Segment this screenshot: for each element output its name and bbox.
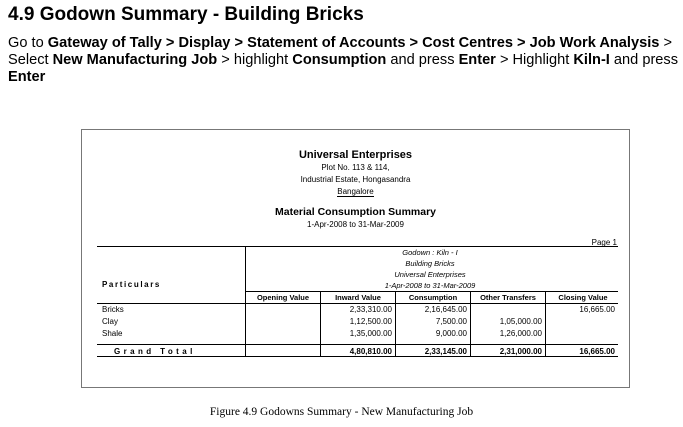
report-screenshot [81,129,630,388]
particulars-header: Particulars [102,280,161,289]
table-cell: 2,16,645.00 [424,305,467,314]
column-header-rule [97,303,618,304]
total-bottom-rule [97,356,618,357]
col-opening-value: Opening Value [256,293,310,302]
address-line-3: Bangalore [337,187,374,196]
table-top-rule [97,246,618,247]
address-line-2: Industrial Estate, Hongasandra [300,175,411,184]
col-divider [320,291,321,356]
instr-sep: > [165,35,175,51]
grand-total-inward: 4,80,810.00 [349,347,392,356]
group-header: Building Bricks [405,259,455,268]
col-closing-value: Closing Value [558,293,608,302]
grand-total-transfers: 2,31,000.00 [499,347,542,356]
instr-statement: Statement of Accounts [247,35,406,51]
report-title: Material Consumption Summary [274,206,437,218]
instr-enter: Enter [458,52,496,68]
instr-and-press2: and press [613,52,679,68]
company-header: Universal Enterprises [394,270,466,279]
instr-new-mfg: New Manufacturing Job [52,52,218,68]
grand-total-closing: 16,665.00 [579,347,615,356]
table-cell: 7,500.00 [435,317,467,326]
table-cell: 9,000.00 [435,329,467,338]
col-divider [470,291,471,356]
instr-consumption: Consumption [292,52,387,68]
table-row-label: Shale [102,329,123,338]
col-divider [545,291,546,356]
instr-gateway: Gateway of Tally [47,35,162,51]
col-divider [395,291,396,356]
instr-select: > Select [8,35,672,68]
table-cell: 1,05,000.00 [499,317,542,326]
table-row-label: Bricks [102,305,124,314]
table-row-label: Clay [102,317,119,326]
grand-total-consumption: 2,33,145.00 [424,347,467,356]
col-consumption: Consumption [408,293,458,302]
page-heading: 4.9 Godown Summary - Building Bricks [8,4,364,25]
report-period: 1-Apr-2008 to 31-Mar-2009 [307,220,404,229]
period-header: 1-Apr-2008 to 31-Mar-2009 [384,281,476,290]
col-inward-value: Inward Value [335,293,381,302]
instr-cost-centres: Cost Centres [422,35,513,51]
total-top-rule [97,344,618,345]
page-number: Page 1 [591,238,617,247]
header-rule [245,291,618,292]
grand-total-label: Grand Total [114,347,196,356]
table-cell: 1,35,000.00 [349,329,392,338]
instr-highlight2: > Highlight [499,52,570,68]
table-cell: 1,26,000.00 [499,329,542,338]
instr-sep: > [409,35,419,51]
table-cell: 2,33,310.00 [349,305,392,314]
instr-sep: > [234,35,244,51]
table-cell: 16,665.00 [579,305,615,314]
col-other-transfers: Other Transfers [480,293,536,302]
address-line-1: Plot No. 113 & 114, [321,163,390,172]
instr-sep: > [517,35,526,51]
instr-and-press: and press [390,52,455,68]
instr-kiln: Kiln-I [573,52,610,68]
instr-go-to: Go to [8,35,44,51]
instr-job-work: Job Work Analysis [529,35,660,51]
instr-highlight: > highlight [221,52,289,68]
company-name: Universal Enterprises [298,149,413,161]
table-cell: 1,12,500.00 [349,317,392,326]
navigation-instructions [8,35,680,86]
instr-enter2: Enter [8,69,46,85]
figure-caption: Figure 4.9 Godowns Summary - New Manufacturing Job [209,406,474,418]
godown-header: Godown : Kiln - I [402,248,458,257]
instr-display: Display [178,35,231,51]
